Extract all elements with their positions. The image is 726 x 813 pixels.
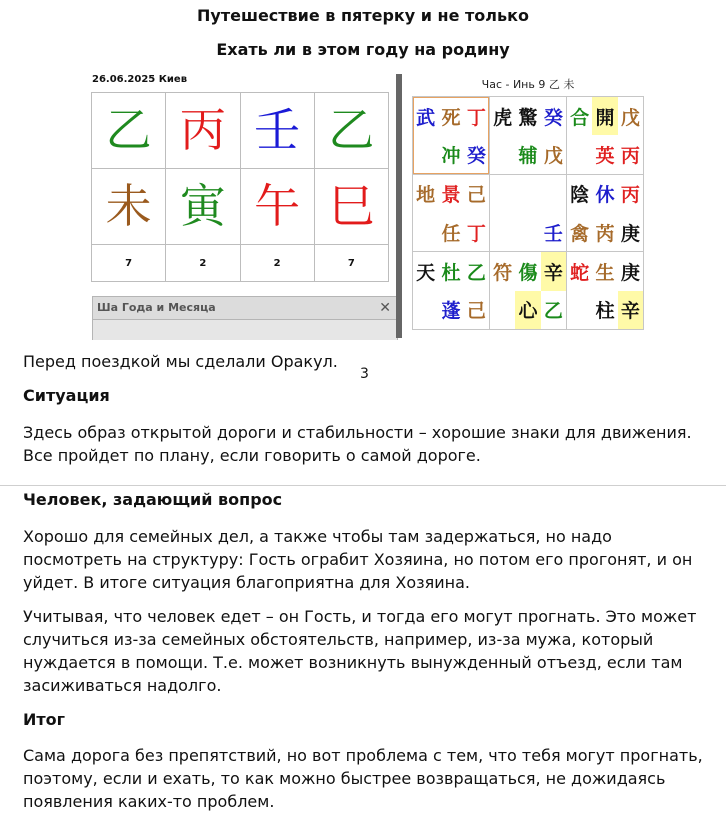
pillars-grid [91,92,389,282]
pillar-number: 2 [166,245,240,282]
palace-cells [413,252,489,329]
palace-cells [567,252,643,329]
palace-glyph: 地 [416,184,436,207]
earthly-branch: 寅 [179,179,226,233]
palace-glyph [567,135,592,173]
earthly-branch: 午 [254,179,301,233]
palace-glyph: 丁 [466,222,486,245]
qimen-palace[interactable] [567,252,644,330]
palace-glyph: 冲 [441,144,461,167]
person-paragraph-1: Хорошо для семейных дел, а также чтобы там задержаться, но надо посмотреть на структуру: Гость ограбит Хозяина, но потом его прогонят, и он уйдет. В итоге ситуация благоприятна для Хозяина. [23,527,693,592]
palace-glyph: 己 [466,300,486,323]
qimen-palace[interactable] [567,174,644,252]
sha-panel-title: Ша Года и Месяца [97,301,216,314]
page-number: 3 [360,366,369,382]
palace-glyph [413,213,438,251]
person-paragraph-2: Учитывая, что человек едет – он Гость, и тогда его могут прогнать. Это может случиться из-за семейных обстоятельств, например, из-за мужа, который нуждается в помощи. Т.е. может возникнуть вынужденный отъезд, если там засиживаться надолго. [23,607,697,695]
palace-glyph: 乙 [543,300,563,323]
palace-glyph: 驚 [518,106,538,129]
pillar-number: 7 [92,245,166,282]
branch-cell [314,169,388,245]
divider [0,485,726,486]
qimen-header: Час - Инь 9 乙 未 [481,78,575,91]
stem-cell [92,93,166,169]
palace-glyph: 芮 [595,222,615,245]
pillar-number: 2 [240,245,314,282]
branch-cell [166,169,240,245]
palace-glyph [490,213,515,251]
palace-glyph: 景 [441,184,461,207]
document-title: Путешествие в пятерку и не только [197,6,529,25]
palace-glyph: 英 [595,144,615,167]
sha-panel-titlebar[interactable] [92,296,398,320]
document-subtitle: Ехать ли в этом году на родину [216,40,510,59]
palace-glyph: 丁 [466,106,486,129]
palace-glyph: 傷 [518,261,538,284]
situation-heading: Ситуация [23,386,110,405]
palace-glyph [515,175,540,213]
pillar-number: 7 [314,245,388,282]
chart-date: 26.06.2025 Киев [92,74,188,85]
palace-glyph: 蓬 [441,300,461,323]
earthly-branch: 巳 [328,179,375,233]
palace-cells [490,97,566,174]
palace-glyph: 戊 [543,144,563,167]
palace-cells [567,97,643,174]
palace-glyph: 心 [515,291,540,329]
intro-paragraph: Перед поездкой мы сделали Оракул. [23,352,338,371]
palace-glyph: 天 [416,261,436,284]
palace-glyph [413,291,438,329]
qimen-palace[interactable] [413,97,490,175]
palace-glyph: 柱 [595,300,615,323]
palace-glyph: 辅 [518,144,538,167]
qimen-grid [412,96,644,330]
palace-glyph [413,135,438,173]
palace-glyph: 蛇 [570,261,590,284]
stem-cell [166,93,240,169]
heavenly-stem: 乙 [328,103,375,157]
heavenly-stem: 乙 [105,103,152,157]
palace-cells [567,175,643,252]
palace-glyph [541,175,566,213]
palace-glyph: 壬 [543,222,563,245]
palace-glyph: 武 [416,106,436,129]
palace-glyph: 合 [570,106,590,129]
palace-cells [490,252,566,329]
qimen-palace[interactable] [490,252,567,330]
earthly-branch: 未 [105,179,152,233]
palace-glyph: 禽 [570,222,590,245]
palace-cells [490,175,566,252]
palace-cells [413,175,489,252]
heavenly-stem: 壬 [254,103,301,157]
palace-glyph: 任 [441,222,461,245]
palace-glyph: 丙 [620,144,640,167]
result-paragraph: Сама дорога без препятствий, но вот проблема с тем, что тебя могут прогнать, поэтому, если и ехать, то как можно быстрее возвращаться, не дожидаясь появления каких-то проблем. [23,746,703,811]
palace-glyph: 死 [441,106,461,129]
palace-glyph: 癸 [543,106,563,129]
sha-panel-body [92,320,398,340]
qimen-chart [412,74,646,338]
palace-glyph [490,135,515,173]
palace-glyph: 丙 [620,184,640,207]
stem-cell [314,93,388,169]
palace-glyph: 戊 [620,106,640,129]
qimen-palace[interactable] [413,252,490,330]
person-heading: Человек, задающий вопрос [23,490,283,509]
palace-glyph: 休 [595,184,615,207]
four-pillars-chart [90,74,392,338]
heavenly-stem: 丙 [179,103,226,157]
branch-cell [92,169,166,245]
palace-glyph: 庚 [620,261,640,284]
qimen-palace[interactable] [567,97,644,175]
palace-glyph [490,175,515,213]
palace-glyph: 辛 [541,252,566,290]
close-icon[interactable]: ✕ [379,300,391,316]
palace-glyph: 生 [595,261,615,284]
qimen-palace[interactable] [490,97,567,175]
branch-cell [240,169,314,245]
result-heading: Итог [23,710,66,729]
stem-cell [240,93,314,169]
palace-glyph: 杜 [441,261,461,284]
palace-glyph: 陰 [570,184,590,207]
palace-glyph [567,291,592,329]
palace-glyph: 虎 [493,106,513,129]
palace-glyph: 癸 [466,144,486,167]
palace-glyph: 辛 [618,291,643,329]
palace-glyph [490,291,515,329]
palace-glyph: 符 [493,261,513,284]
palace-glyph: 庚 [620,222,640,245]
palace-glyph: 己 [466,184,486,207]
situation-paragraph: Здесь образ открытой дороги и стабильности – хорошие знаки для движения. Все пройдет по плану, если говорить о самой дороге. [23,423,692,465]
panel-splitter[interactable] [396,74,402,338]
palace-glyph: 乙 [466,261,486,284]
palace-glyph [515,213,540,251]
qimen-palace[interactable] [413,174,490,252]
palace-glyph: 開 [592,97,617,135]
qimen-palace[interactable] [490,174,567,252]
palace-cells [413,97,489,174]
